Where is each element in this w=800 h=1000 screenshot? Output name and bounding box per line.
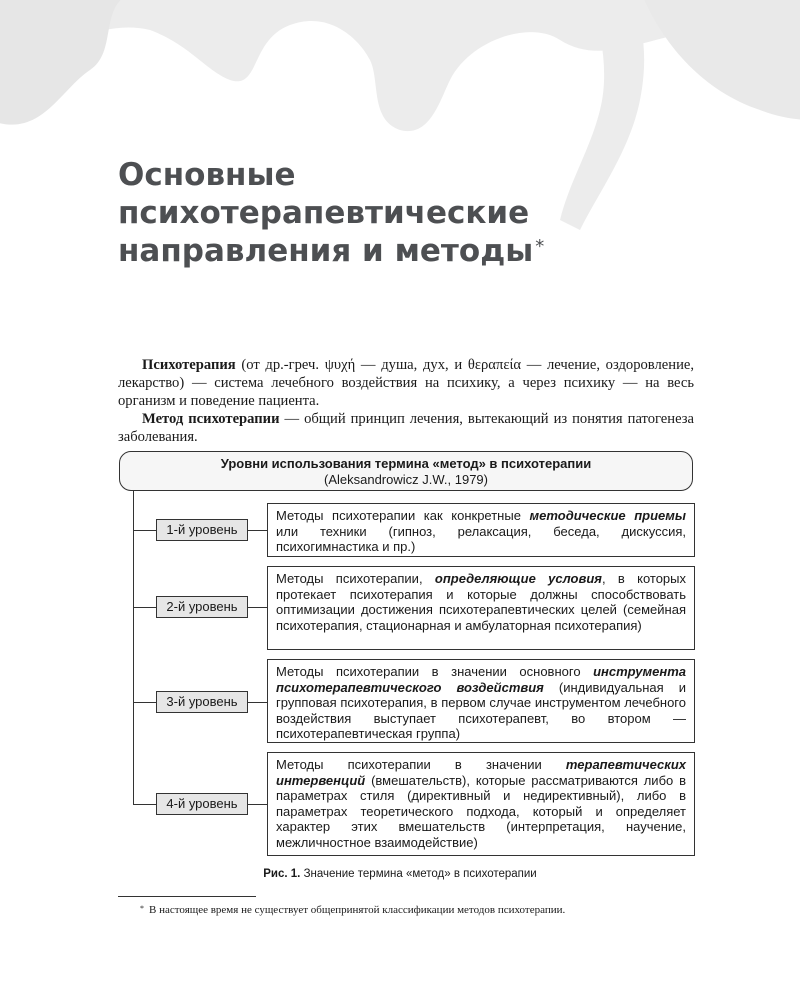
connector-line — [248, 702, 267, 703]
level-3-label: 3-й уровень — [156, 691, 248, 713]
term-method: Метод психотерапии — [142, 411, 280, 427]
level-4-emphasis: терапевтических интервенций — [276, 757, 686, 788]
footnote-text: В настоящее время не существует общепринятой классификации методов психотерапии. — [149, 904, 566, 916]
definition-text: — общий принцип лечения, вытекающий из понятия патогенеза заболевания. — [118, 411, 694, 445]
level-4-text-start: Методы психотерапии в значении — [276, 757, 566, 772]
level-2-text-end: , в которых протекает психотерапия и которые должны способствовать оптимизации достижения психотерапевтических целей (семейная психотерапия, стационарная и амбулаторная психотерапия) — [276, 571, 687, 633]
level-1-text-end: или техники (гипноз, релаксация, беседа, дискуссия, психогимнастика и пр.) — [276, 523, 686, 555]
level-2-description — [267, 566, 695, 650]
title-line-2: психотерапевтические — [118, 195, 530, 231]
footnote-divider — [118, 896, 256, 897]
diagram-header-source: (Aleksandrowicz J.W., 1979) — [323, 472, 488, 487]
level-1-description — [267, 503, 695, 557]
connector-line — [133, 804, 156, 805]
level-3-description — [267, 659, 695, 743]
level-4-description — [267, 752, 695, 856]
title-line-1: Основные — [118, 157, 296, 193]
diagram-header-title: Уровни использования термина «метод» в психотерапии — [220, 456, 592, 471]
level-1-text-start: Методы психотерапии как конкретные — [276, 508, 530, 523]
figure-label: Рис. 1. — [263, 868, 301, 880]
diagram-header — [119, 451, 693, 491]
connector-line — [248, 607, 267, 608]
level-3-text-end: (индивидуальная и групповая психотерапия, в первом случае инструментом лечебного воздействия выступает психотерапевт, во втором — психотерапевтическая группа) — [276, 679, 686, 742]
level-3-text-start: Методы психотерапии в значении основного — [276, 664, 594, 679]
level-2-emphasis: определяющие условия — [434, 571, 602, 586]
footnote-mark: * — [140, 904, 144, 913]
level-3-emphasis: инструмента психотерапевтического воздействия — [276, 664, 686, 695]
level-2-label: 2-й уровень — [156, 596, 248, 618]
connector-line — [133, 530, 156, 531]
level-1-label: 1-й уровень — [156, 519, 248, 541]
connector-line — [133, 607, 156, 608]
level-2-text-start: Методы психотерапии, — [276, 571, 435, 586]
connector-line — [248, 530, 267, 531]
figure-caption — [0, 868, 800, 880]
term-psychotherapy: Психотерапия — [142, 357, 236, 373]
footnote — [140, 904, 565, 916]
definition-text: (от др.-греч. ψυχή — душа, дух, и θεραπεία — лечение, оздоровление, лекарство) — система лечебного воздействия на психику, а через психику — на весь организм и поведение пациента. — [118, 357, 694, 409]
figure-caption-text: Значение термина «метод» в психотерапии — [300, 868, 537, 880]
connector-line — [133, 702, 156, 703]
level-4-text-end: (вмешательств), которые рассматриваются либо в параметрах стиля (директивный и недирективный), либо в параметрах теоретического подхода, который и определяет характер этих вмешательств (интерпретация, научение, межличностное взаимодействие) — [276, 772, 686, 850]
title-line-3-text: направления и методы — [118, 233, 534, 269]
diagram-vertical-connector — [133, 491, 134, 804]
title-footnote-mark: * — [535, 236, 545, 257]
level-4-label: 4-й уровень — [156, 793, 248, 815]
connector-line — [248, 804, 267, 805]
level-1-emphasis: методические приемы — [529, 508, 686, 523]
